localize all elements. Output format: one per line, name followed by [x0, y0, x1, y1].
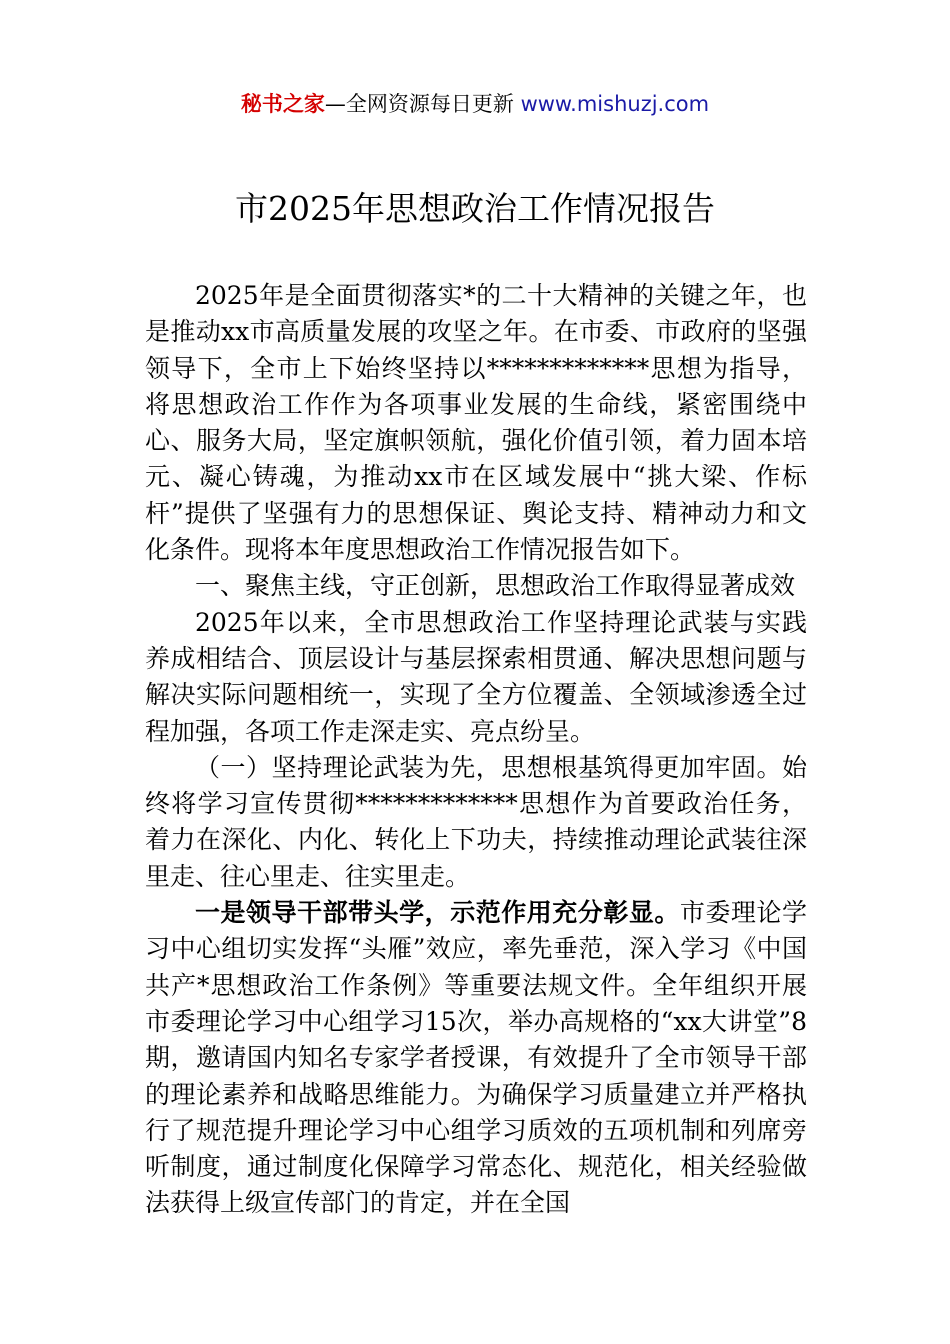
document-title: 市2025年思想政治工作情况报告	[235, 189, 715, 228]
document-body	[145, 278, 807, 1222]
site-url-link[interactable]: www.mishuzj.com	[520, 92, 710, 116]
point-1-body: 市委理论学习中心组切实发挥“头雁”效应，率先垂范，深入学习《中国共产*思想政治工作条例》等重要法规文件。全年组织开展市委理论学习中心组学习15次，举办高规格的“xx大讲堂”8期，邀请国内知名专家学者授课，有效提升了全市领导干部的理论素养和战略思维能力。为确保学习质量建立并严格执行了规范提升理论学习中心组学习质效的五项机制和列席旁听制度，通过制度化保障学习常态化、规范化，相关经验做法获得上级宣传部门的肯定，并在全国	[145, 898, 807, 1218]
point-1-lead: 一是领导干部带头学，示范作用充分彰显。	[195, 898, 680, 928]
site-banner	[0, 88, 950, 120]
banner-tagline: —全网资源每日更新	[324, 92, 521, 116]
point-1-paragraph	[145, 895, 807, 1222]
section-1-summary-paragraph: 2025年以来，全市思想政治工作坚持理论武装与实践养成相结合、顶层设计与基层探索相贯通、解决思想问题与解决实际问题相统一，实现了全方位覆盖、全领域渗透全过程加强，各项工作走深走实、亮点纷呈。	[145, 607, 807, 746]
section-heading-1: 一、聚焦主线，守正创新，思想政治工作取得显著成效	[195, 571, 796, 601]
brand-name: 秘书之家	[240, 92, 325, 116]
subsection-1-paragraph: （一）坚持理论武装为先，思想根基筑得更加牢固。始终将学习宣传贯彻*************思想作为首要政治任务，着力在深化、内化、转化上下功夫，持续推动理论武装往深里走、往心里走、往实里走。	[145, 752, 807, 891]
intro-paragraph: 2025年是全面贯彻落实*的二十大精神的关键之年，也是推动xx市高质量发展的攻坚之年。在市委、市政府的坚强领导下，全市上下始终坚持以*************思想为指导，将思想政治工作作为各项事业发展的生命线，紧密围绕中心、服务大局，坚定旗帜领航，强化价值引领，着力固本培元、凝心铸魂，为推动xx市在区域发展中“挑大梁、作标杆”提供了坚强有力的思想保证、舆论支持、精神动力和文化条件。现将本年度思想政治工作情况报告如下。	[145, 281, 807, 565]
